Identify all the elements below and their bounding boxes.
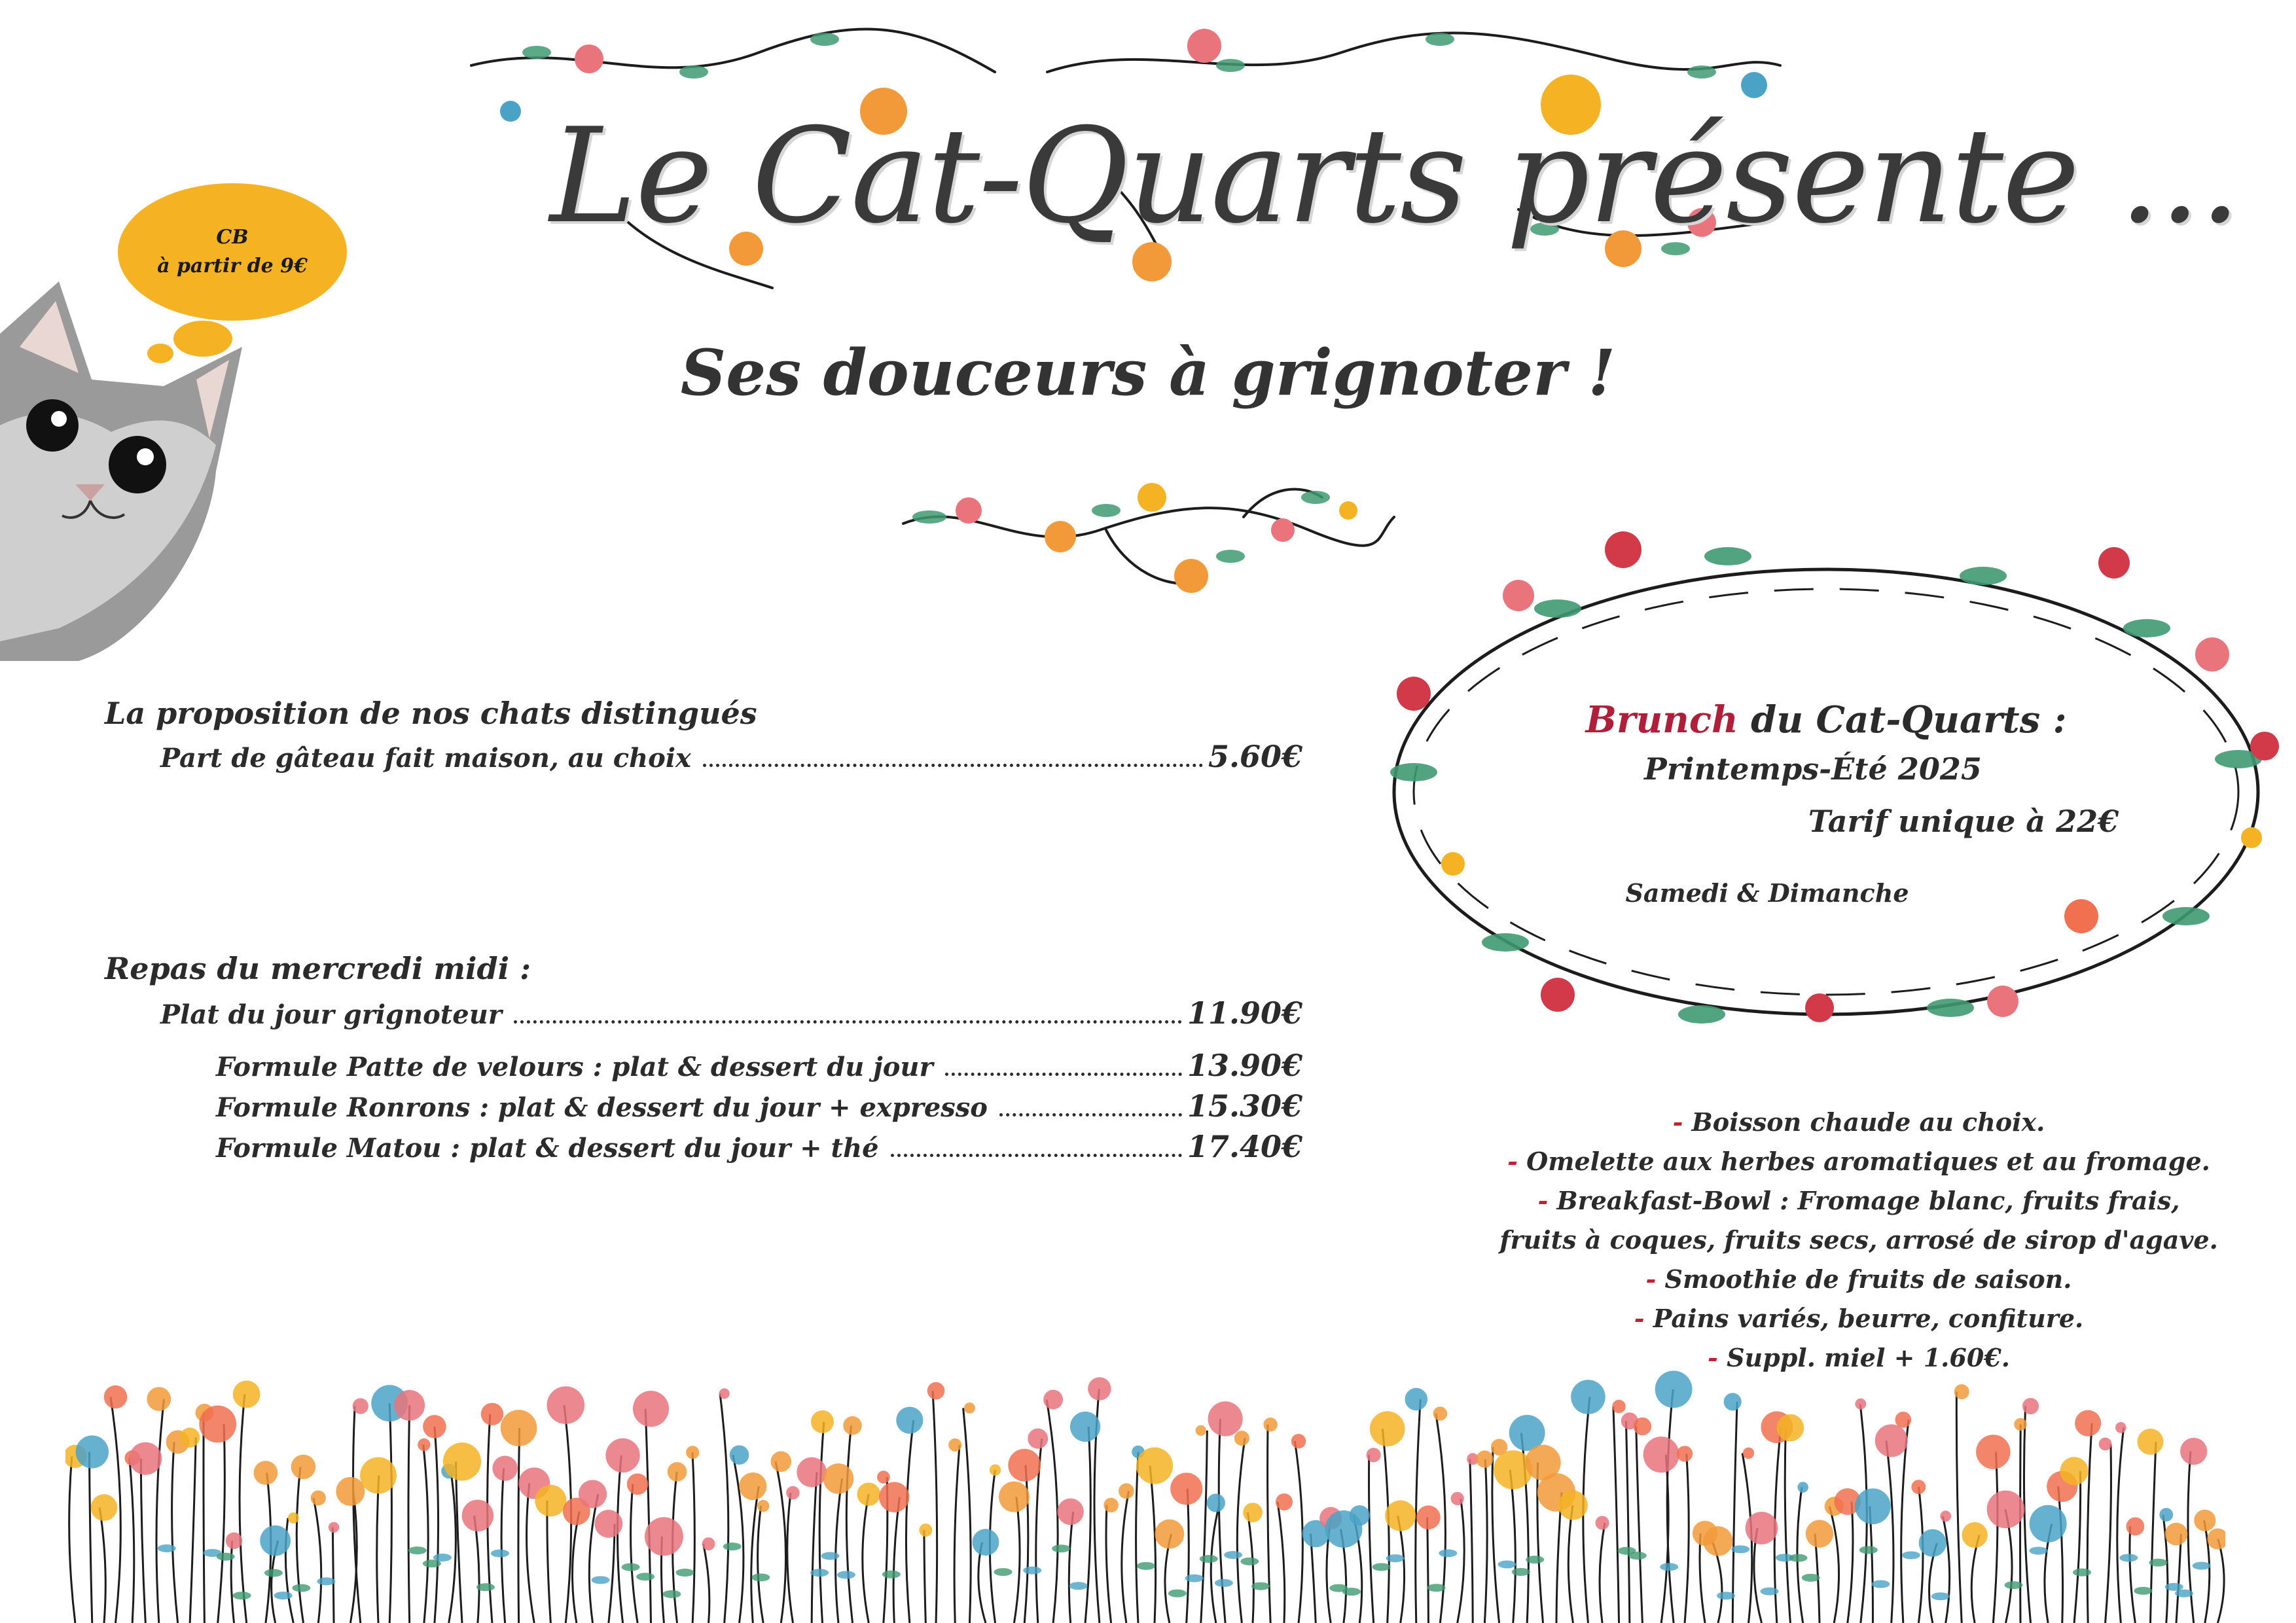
menu-item-price: 13.90€ [1187, 1048, 1302, 1083]
menu-item-price: 15.30€ [1187, 1088, 1302, 1124]
thought-bubble-dot-large [173, 321, 232, 357]
brunch-item [1492, 1260, 2225, 1299]
brunch-item-text: Boisson chaude au choix. [1691, 1107, 2045, 1137]
menu-row [216, 1128, 1302, 1167]
brunch-title-rest: du Cat-Quarts : [1738, 698, 2067, 741]
dotted-leader [891, 1154, 1182, 1157]
brunch-item-text: Omelette aux herbes aromatiques et au fromage. [1526, 1147, 2210, 1176]
menu-item-label: Formule Patte de velours : plat & dessert du jour [216, 1052, 933, 1082]
brunch-price: Tarif unique à 22€ [1808, 804, 2119, 839]
brunch-days: Samedi & Dimanche [1625, 878, 1909, 908]
brunch-season: Printemps-Été 2025 [1644, 751, 1982, 787]
list-dash: - [1645, 1264, 1657, 1294]
flower-meadow-decoration [65, 1368, 2225, 1623]
thought-bubble-dot-small [147, 344, 173, 363]
menu-item-price: 17.40€ [1187, 1129, 1302, 1164]
menu-row [160, 995, 1302, 1033]
dotted-leader [514, 1020, 1182, 1024]
list-dash: - [1708, 1343, 1718, 1372]
floral-ornament [890, 458, 1401, 615]
brunch-item [1492, 1142, 2225, 1181]
brunch-item-text: Breakfast-Bowl : Fromage blanc, fruits frais, [1556, 1186, 2180, 1215]
dotted-leader [703, 764, 1203, 767]
page-subtitle: Ses douceurs à grignoter ! [680, 336, 1616, 410]
menu-item-label: Formule Ronrons : plat & dessert du jour + expresso [216, 1092, 988, 1123]
dotted-leader [999, 1113, 1182, 1116]
list-dash: - [1537, 1186, 1549, 1215]
menu-row [216, 1088, 1302, 1126]
list-dash: - [1634, 1304, 1645, 1333]
menu-row [160, 738, 1302, 777]
brunch-item [1492, 1299, 2225, 1338]
brunch-item-continued: fruits à coques, fruits secs, arrosé de sirop d'agave. [1499, 1225, 2218, 1255]
page-title: Le Cat-Quarts présente ... [550, 100, 2240, 253]
brunch-title-accent: Brunch [1585, 698, 1738, 741]
menu-item-price: 11.90€ [1187, 995, 1302, 1031]
brunch-item [1492, 1181, 2225, 1221]
list-dash: - [1672, 1107, 1683, 1137]
payment-badge-line1: CB [216, 226, 249, 249]
brunch-item-text: Suppl. miel + 1.60€. [1727, 1343, 2010, 1372]
menu-row [216, 1047, 1302, 1086]
brunch-floral-frame [1361, 497, 2291, 1086]
menu-item-label: Plat du jour grignoteur [160, 999, 502, 1030]
section-title-mercredi: Repas du mercredi midi : [105, 951, 531, 986]
dotted-leader [945, 1073, 1182, 1076]
brunch-item [1492, 1103, 2225, 1142]
menu-item-label: Part de gâteau fait maison, au choix [160, 743, 691, 774]
menu-item-price: 5.60€ [1208, 739, 1302, 774]
section-title-gateau: La proposition de nos chats distingués [105, 696, 757, 731]
brunch-item-text: Smoothie de fruits de saison. [1664, 1264, 2072, 1294]
payment-badge-line2: à partir de 9€ [157, 255, 308, 277]
brunch-title [1427, 694, 2225, 746]
brunch-item-text: Pains variés, beurre, confiture. [1653, 1304, 2084, 1333]
list-dash: - [1507, 1147, 1518, 1176]
menu-item-label: Formule Matou : plat & dessert du jour + thé [216, 1133, 879, 1164]
payment-badge [118, 183, 347, 321]
